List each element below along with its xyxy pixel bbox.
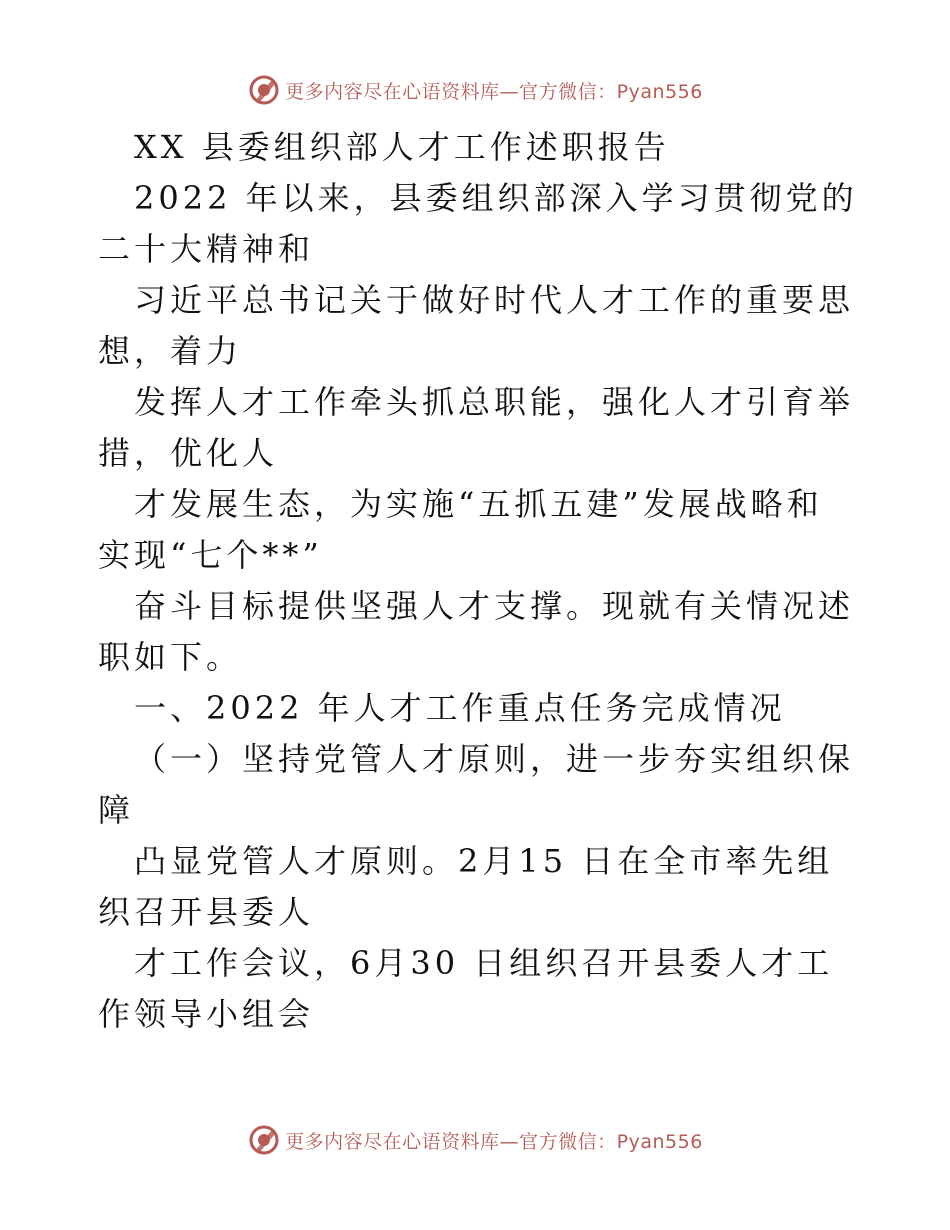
paragraph: 习近平总书记关于做好时代人才工作的重要思想，着力 (98, 281, 855, 370)
paragraph: 2022 年以来，县委组织部深入学习贯彻党的二十大精神和 (98, 179, 858, 268)
paragraph: 凸显党管人才原则。2月15 日在全市率先组织召开县委人 (98, 842, 834, 931)
watermark-inner (247, 73, 703, 107)
paragraph: 发挥人才工作牵头抓总职能，强化人才引育举措，优化人 (98, 383, 855, 472)
document-body (98, 122, 858, 1040)
paragraph: 才发展生态，为实施“五抓五建”发展战略和实现“七个**” (98, 485, 823, 574)
subsection-heading: （一）坚持党管人才原则，进一步夯实组织保障 (98, 740, 855, 829)
paragraph: 才工作会议，6月30 日组织召开县委人才工作领导小组会 (98, 944, 834, 1033)
watermark-footer (0, 1120, 950, 1160)
watermark-header (0, 70, 950, 110)
pen-logo-icon (247, 1123, 281, 1157)
watermark-text: 更多内容尽在心语资料库—官方微信：Pyan556 (285, 80, 703, 103)
watermark-inner (247, 1123, 703, 1157)
paragraph: 奋斗目标提供坚强人才支撑。现就有关情况述职如下。 (98, 587, 855, 676)
watermark-text: 更多内容尽在心语资料库—官方微信：Pyan556 (285, 1130, 703, 1153)
pen-logo-icon (247, 73, 281, 107)
section-heading: 一、2022 年人才工作重点任务完成情况 (134, 689, 786, 727)
document-title: XX 县委组织部人才工作述职报告 (134, 128, 670, 166)
